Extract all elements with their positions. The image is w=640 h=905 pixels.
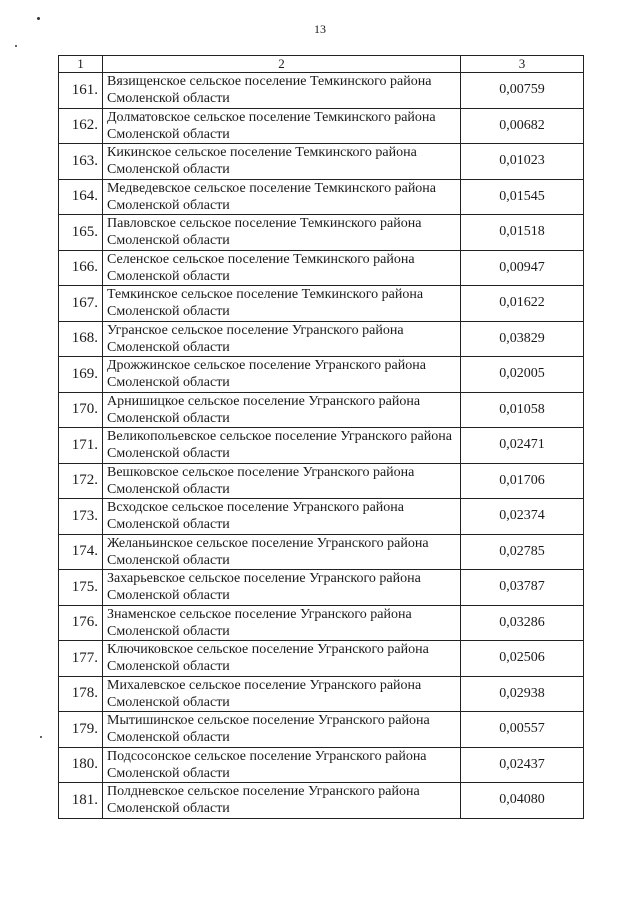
coefficient-value: 0,03286 bbox=[461, 605, 584, 641]
coefficient-value: 0,01058 bbox=[461, 392, 584, 428]
row-number: 166. bbox=[59, 250, 103, 286]
settlement-name: Знаменское сельское поселение Угранского района Смоленской области bbox=[103, 605, 461, 641]
table-row bbox=[59, 179, 584, 215]
table-row bbox=[59, 534, 584, 570]
table-row bbox=[59, 570, 584, 606]
coefficient-value: 0,00947 bbox=[461, 250, 584, 286]
column-header: 2 bbox=[103, 56, 461, 73]
row-number: 174. bbox=[59, 534, 103, 570]
row-number: 168. bbox=[59, 321, 103, 357]
coefficient-value: 0,02938 bbox=[461, 676, 584, 712]
settlement-name: Великопольевское сельское поселение Угранского района Смоленской области bbox=[103, 428, 461, 464]
settlement-name: Всходское сельское поселение Угранского района Смоленской области bbox=[103, 499, 461, 535]
table-row bbox=[59, 73, 584, 109]
coefficient-value: 0,02005 bbox=[461, 357, 584, 393]
settlement-name: Селенское сельское поселение Темкинского района Смоленской области bbox=[103, 250, 461, 286]
coefficient-value: 0,01622 bbox=[461, 286, 584, 322]
row-number: 177. bbox=[59, 641, 103, 677]
row-number: 161. bbox=[59, 73, 103, 109]
settlement-name: Медведевское сельское поселение Темкинского района Смоленской области bbox=[103, 179, 461, 215]
table-row bbox=[59, 499, 584, 535]
settlement-name: Павловское сельское поселение Темкинского района Смоленской области bbox=[103, 215, 461, 251]
table-row bbox=[59, 321, 584, 357]
settlement-name: Подсосонское сельское поселение Угранского района Смоленской области bbox=[103, 747, 461, 783]
coefficient-value: 0,04080 bbox=[461, 783, 584, 819]
coefficient-value: 0,02506 bbox=[461, 641, 584, 677]
table-header-row bbox=[59, 56, 584, 73]
row-number: 179. bbox=[59, 712, 103, 748]
table-row bbox=[59, 641, 584, 677]
table-row bbox=[59, 605, 584, 641]
row-number: 169. bbox=[59, 357, 103, 393]
row-number: 178. bbox=[59, 676, 103, 712]
coefficient-value: 0,02471 bbox=[461, 428, 584, 464]
row-number: 173. bbox=[59, 499, 103, 535]
table-row bbox=[59, 712, 584, 748]
coefficient-value: 0,00682 bbox=[461, 108, 584, 144]
row-number: 171. bbox=[59, 428, 103, 464]
row-number: 181. bbox=[59, 783, 103, 819]
table-row bbox=[59, 783, 584, 819]
table-body bbox=[59, 73, 584, 819]
table-row bbox=[59, 108, 584, 144]
settlement-name: Угранское сельское поселение Угранского района Смоленской области bbox=[103, 321, 461, 357]
row-number: 176. bbox=[59, 605, 103, 641]
table-row bbox=[59, 392, 584, 428]
coefficient-value: 0,01023 bbox=[461, 144, 584, 180]
coefficient-value: 0,00557 bbox=[461, 712, 584, 748]
settlement-name: Желаньинское сельское поселение Угранского района Смоленской области bbox=[103, 534, 461, 570]
settlement-name: Полдневское сельское поселение Угранского района Смоленской области bbox=[103, 783, 461, 819]
coefficient-value: 0,01518 bbox=[461, 215, 584, 251]
scan-speck bbox=[40, 736, 42, 738]
table-row bbox=[59, 357, 584, 393]
page-number: 13 bbox=[314, 22, 326, 36]
table-row bbox=[59, 286, 584, 322]
coefficient-value: 0,00759 bbox=[461, 73, 584, 109]
column-header: 3 bbox=[461, 56, 584, 73]
row-number: 164. bbox=[59, 179, 103, 215]
coefficient-value: 0,02374 bbox=[461, 499, 584, 535]
coefficient-value: 0,03787 bbox=[461, 570, 584, 606]
table-row bbox=[59, 747, 584, 783]
table-row bbox=[59, 428, 584, 464]
settlement-name: Вязищенское сельское поселение Темкинского района Смоленской области bbox=[103, 73, 461, 109]
scan-speck bbox=[37, 17, 40, 20]
row-number: 163. bbox=[59, 144, 103, 180]
settlement-name: Дрожжинское сельское поселение Угранского района Смоленской области bbox=[103, 357, 461, 393]
scan-speck bbox=[15, 45, 17, 47]
settlement-name: Долматовское сельское поселение Темкинского района Смоленской области bbox=[103, 108, 461, 144]
settlement-name: Вешковское сельское поселение Угранского района Смоленской области bbox=[103, 463, 461, 499]
coefficient-value: 0,02785 bbox=[461, 534, 584, 570]
column-header: 1 bbox=[59, 56, 103, 73]
settlement-name: Арнишицкое сельское поселение Угранского района Смоленской области bbox=[103, 392, 461, 428]
coefficient-value: 0,03829 bbox=[461, 321, 584, 357]
table-row bbox=[59, 676, 584, 712]
settlement-name: Захарьевское сельское поселение Угранского района Смоленской области bbox=[103, 570, 461, 606]
allocation-table bbox=[58, 55, 584, 819]
settlement-name: Кикинское сельское поселение Темкинского района Смоленской области bbox=[103, 144, 461, 180]
row-number: 180. bbox=[59, 747, 103, 783]
table-row bbox=[59, 250, 584, 286]
row-number: 175. bbox=[59, 570, 103, 606]
row-number: 162. bbox=[59, 108, 103, 144]
coefficient-value: 0,01706 bbox=[461, 463, 584, 499]
row-number: 165. bbox=[59, 215, 103, 251]
settlement-name: Михалевское сельское поселение Угранского района Смоленской области bbox=[103, 676, 461, 712]
row-number: 167. bbox=[59, 286, 103, 322]
coefficient-value: 0,02437 bbox=[461, 747, 584, 783]
settlement-name: Мытишинское сельское поселение Угранского района Смоленской области bbox=[103, 712, 461, 748]
table-row bbox=[59, 215, 584, 251]
table-row bbox=[59, 144, 584, 180]
settlement-name: Темкинское сельское поселение Темкинского района Смоленской области bbox=[103, 286, 461, 322]
row-number: 172. bbox=[59, 463, 103, 499]
settlement-name: Ключиковское сельское поселение Угранского района Смоленской области bbox=[103, 641, 461, 677]
coefficient-value: 0,01545 bbox=[461, 179, 584, 215]
row-number: 170. bbox=[59, 392, 103, 428]
table-row bbox=[59, 463, 584, 499]
